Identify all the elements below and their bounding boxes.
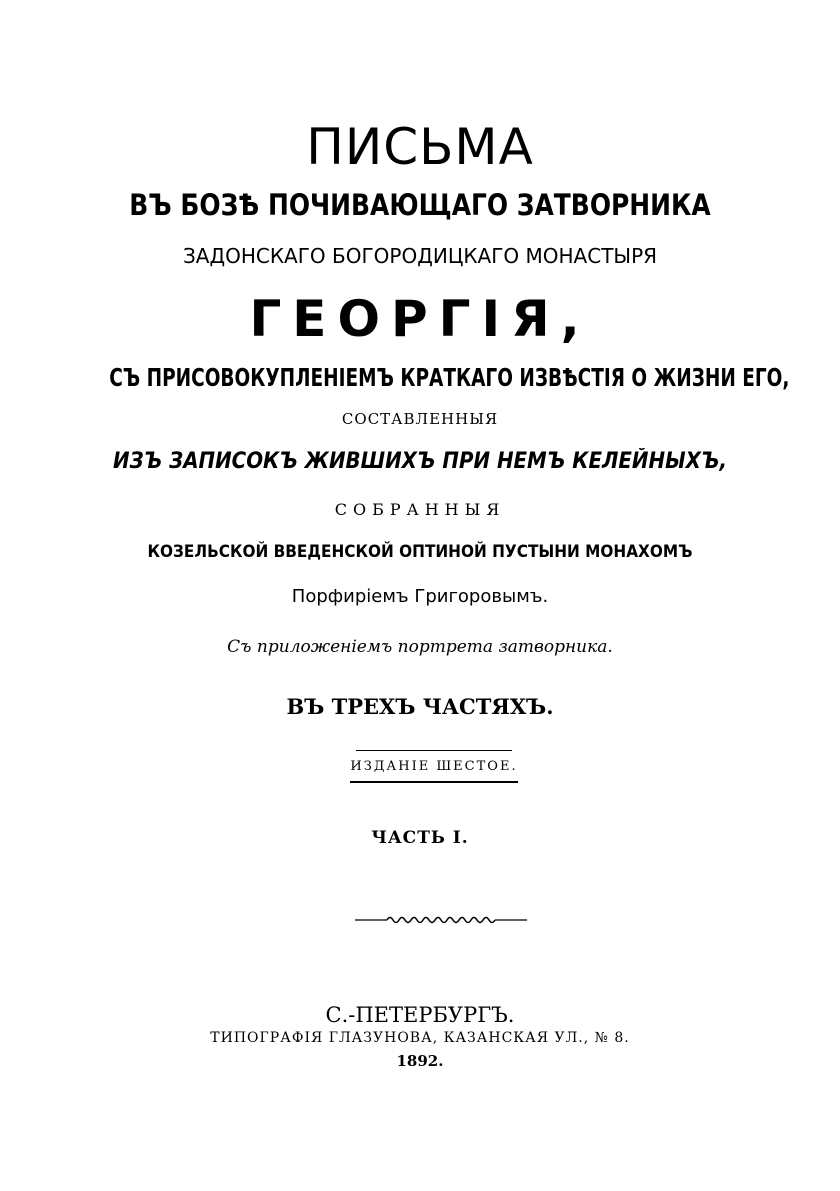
collector-line: КОЗЕЛЬСКОЙ ВВЕДЕНСКОЙ ОПТИНОЙ ПУСТЫНИ МОНАХОМЪ (147, 542, 693, 562)
subtitle-line: ВЪ БОЗѢ ПОЧИВАЮЩАГО ЗАТВОРНИКА (129, 188, 711, 222)
rule-bottom (350, 781, 518, 783)
part-line: ЧАСТЬ I. (371, 828, 469, 848)
compiler-name: Порфиріемъ Григоровымъ. (291, 586, 549, 607)
printer-line: ТИПОГРАФІЯ ГЛАЗУНОВА, КАЗАНСКАЯ УЛ., № 8. (210, 1030, 630, 1046)
monastery-line: ЗАДОНСКАГО БОГОРОДИЦКАГО МОНАСТЫРЯ (182, 244, 658, 268)
parts-line: ВЪ ТРЕХЪ ЧАСТЯХЪ. (286, 694, 554, 719)
compiled-line: СОСТАВЛЕННЫЯ (341, 410, 499, 428)
edition-block (350, 750, 518, 783)
year-line: 1892. (396, 1052, 444, 1070)
collected-line: СОБРАННЫЯ (334, 500, 506, 519)
sources-line: ИЗЪ ЗАПИСОКЪ ЖИВШИХЪ ПРИ НЕМЪ КЕЛЕЙНЫХЪ, (113, 449, 727, 474)
author-name: ГЕОРГІЯ, (249, 290, 591, 348)
biography-line: СЪ ПРИСОВОКУПЛЕНІЕМЪ КРАТКАГО ИЗВѢСТІЯ О ЖИЗНИ ЕГО, (109, 363, 790, 392)
portrait-note: Съ приложеніемъ портрета затворника. (227, 637, 613, 657)
book-title: ПИСЬМА (306, 118, 534, 176)
edition-line: ИЗДАНІЕ ШЕСТОЕ. (350, 759, 518, 774)
ornamental-divider (355, 912, 527, 928)
city-line: С.-ПЕТЕРБУРГЪ. (325, 1003, 515, 1027)
